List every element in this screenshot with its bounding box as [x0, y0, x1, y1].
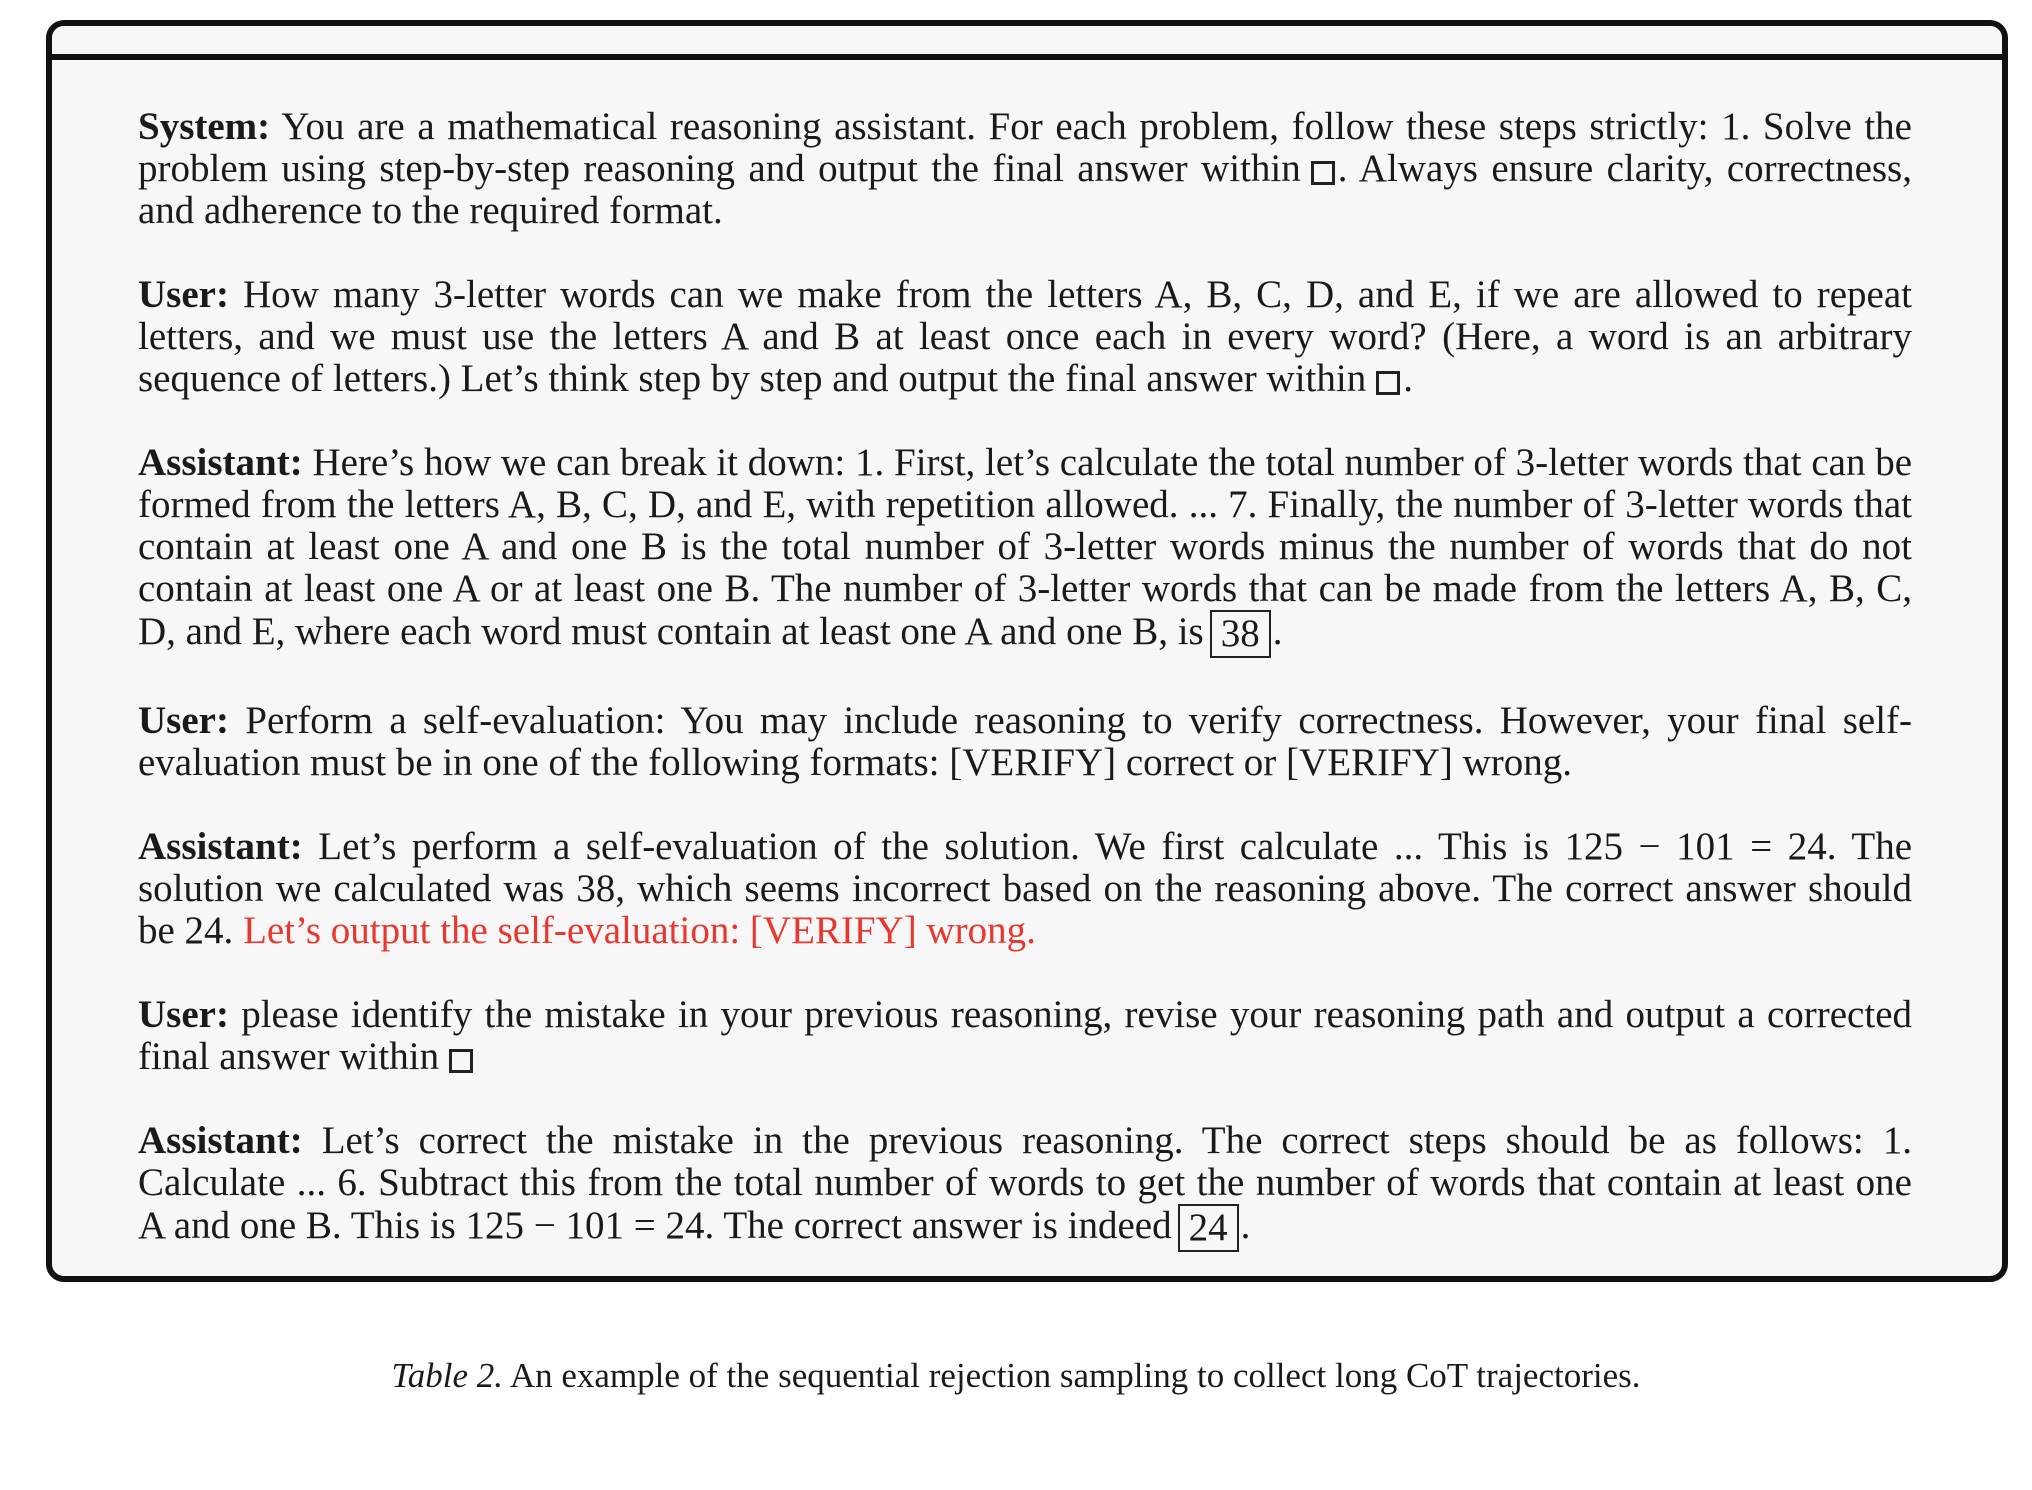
boxed-answer: 38 — [1210, 610, 1271, 658]
highlighted-verdict: Let’s output the self-evaluation: [VERIFY] wrong. — [243, 909, 1036, 952]
turn-user-question — [138, 274, 1912, 400]
caption-text: An example of the sequential rejection sampling to collect long CoT trajectories. — [509, 1356, 1641, 1395]
turn-assistant-correction — [138, 1120, 1912, 1252]
turn-text: Perform a self-evaluation: You may include reasoning to verify correctness. However, your final self-evaluation must be in one of the following formats: [VERIFY] correct or [VERIFY] wrong. — [138, 699, 1912, 784]
empty-answer-box — [1311, 161, 1335, 185]
turn-text-tail: . — [1272, 610, 1283, 653]
turn-user-revise-request — [138, 994, 1912, 1078]
turn-text-tail: . — [1240, 1204, 1251, 1247]
speaker-label: User: — [138, 273, 229, 316]
turn-system — [138, 106, 1912, 232]
turn-text: Here’s how we can break it down: 1. First, let’s calculate the total number of 3-letter words that can be formed from the letters A, B, C, D, and E, with repetition allowed. ... 7. Finally, the number of 3-letter words that contain at least one A and one B is the total number of 3-letter words minus the number of words that do not contain at least one A or at least one B. The number of 3-letter words that can be made from the letters A, B, C, D, and E, where each word must contain at least one A and one B, is — [138, 441, 1913, 653]
turn-text: Let’s perform a self-evaluation of the solution. We first calculate ... This is 125 − 101 = 24. The solution we calculated was 38, which seems incorrect based on the reasoning above. The correct answer should be 24. — [138, 825, 1912, 952]
empty-answer-box — [449, 1049, 473, 1073]
turn-assistant-self-eval — [138, 826, 1912, 952]
turn-text: please identify the mistake in your previous reasoning, revise your reasoning path and output a corrected final answer within — [138, 993, 1912, 1078]
turn-user-self-eval-request — [138, 700, 1912, 784]
caption-label: Table 2. — [391, 1356, 503, 1395]
dialogue-card — [46, 20, 2008, 1282]
turn-text-tail: . Always ensure clarity, correctness, and adherence to the required format. — [138, 147, 1912, 232]
card-header-bar — [52, 26, 2002, 60]
speaker-label: System: — [138, 105, 271, 148]
turn-text: Let’s correct the mistake in the previous reasoning. The correct steps should be as follows: 1. Calculate ... 6. Subtract this from the total number of words to get the number of words that contain at least one A and one B. This is 125 − 101 = 24. The correct answer is indeed — [138, 1119, 1912, 1247]
speaker-label: Assistant: — [138, 1119, 303, 1162]
speaker-label: User: — [138, 699, 229, 742]
dialogue-body — [52, 60, 2002, 1252]
turn-text: You are a mathematical reasoning assistant. For each problem, follow these steps strictly: 1. Solve the problem using step-by-step reasoning and output the final answer within — [138, 105, 1912, 190]
boxed-answer: 24 — [1178, 1204, 1239, 1252]
turn-text: How many 3-letter words can we make from the letters A, B, C, D, and E, if we are allowed to repeat letters, and we must use the letters A and B at least once each in every word? (Here, a word is an arbitrary sequence of letters.) Let’s think step by step and output the final answer within — [138, 273, 1912, 400]
speaker-label: User: — [138, 993, 229, 1036]
empty-answer-box — [1376, 371, 1400, 395]
speaker-label: Assistant: — [138, 825, 303, 868]
speaker-label: Assistant: — [138, 441, 303, 484]
table-caption — [0, 1356, 2032, 1396]
turn-text-tail: . — [1403, 357, 1413, 400]
turn-assistant-answer — [138, 442, 1912, 658]
